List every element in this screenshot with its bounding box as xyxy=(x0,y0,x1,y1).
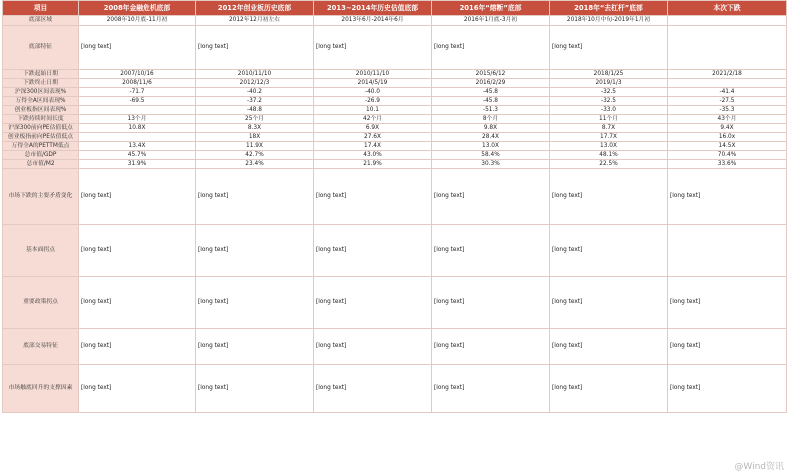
table-cell: 6.9X xyxy=(314,124,432,133)
table-cell xyxy=(668,79,787,88)
bottom-comparison-table xyxy=(2,0,787,413)
table-cell: [long text] xyxy=(314,365,432,413)
table-cell: [long text] xyxy=(196,329,314,365)
table-cell: [long text] xyxy=(432,329,550,365)
table-cell: 13.0X xyxy=(432,142,550,151)
table-row xyxy=(3,329,787,365)
table-row xyxy=(3,26,787,70)
table-cell: [long text] xyxy=(79,329,196,365)
table-row xyxy=(3,79,787,88)
table-cell: 30.3% xyxy=(432,160,550,169)
table-cell: [long text] xyxy=(432,277,550,329)
table-cell: 11.9X xyxy=(196,142,314,151)
table-cell: 17.7X xyxy=(550,133,668,142)
table-cell: -40.0 xyxy=(314,88,432,97)
row-label: 沪深300区间表现% xyxy=(3,88,79,97)
table-cell: [long text] xyxy=(314,169,432,225)
table-cell: [long text] xyxy=(314,26,432,70)
table-cell: [long text] xyxy=(432,169,550,225)
table-cell: [long text] xyxy=(196,169,314,225)
table-cell: [long text] xyxy=(314,277,432,329)
table-cell: 2015/6/12 xyxy=(432,70,550,79)
row-label: 下跌持续时间长度 xyxy=(3,115,79,124)
table-cell: 17.4X xyxy=(314,142,432,151)
table-cell: [long text] xyxy=(79,169,196,225)
row-label: 万得全A的PETTM低点 xyxy=(3,142,79,151)
table-cell: [long text] xyxy=(550,225,668,277)
table-cell: 48.1% xyxy=(550,151,668,160)
table-cell: -41.4 xyxy=(668,88,787,97)
header-cell: 本次下跌 xyxy=(668,1,787,16)
table-cell: 2016/2/29 xyxy=(432,79,550,88)
table-row xyxy=(3,365,787,413)
table-cell: 42个月 xyxy=(314,115,432,124)
table-cell: [long text] xyxy=(550,26,668,70)
table-cell: 21.9% xyxy=(314,160,432,169)
table-cell: [long text] xyxy=(79,365,196,413)
table-cell: 25个月 xyxy=(196,115,314,124)
row-label: 底部区域 xyxy=(3,16,79,26)
table-cell: [long text] xyxy=(550,277,668,329)
header-cell: 2008年金融危机底部 xyxy=(79,1,196,16)
table-cell: 13.4X xyxy=(79,142,196,151)
table-cell: 16.0x xyxy=(668,133,787,142)
table-row xyxy=(3,169,787,225)
table-cell xyxy=(668,225,787,277)
table-row xyxy=(3,88,787,97)
table-cell: 2008/11/6 xyxy=(79,79,196,88)
header-cell: 2018年“去杠杆”底部 xyxy=(550,1,668,16)
row-label: 下跌起始日期 xyxy=(3,70,79,79)
row-label: 总市值/GDP xyxy=(3,151,79,160)
row-label: 底部特征 xyxy=(3,26,79,70)
table-row xyxy=(3,97,787,106)
table-row xyxy=(3,277,787,329)
table-row xyxy=(3,225,787,277)
table-cell: -26.9 xyxy=(314,97,432,106)
table-cell: [long text] xyxy=(432,225,550,277)
table-cell: 58.4% xyxy=(432,151,550,160)
table-row xyxy=(3,16,787,26)
table-cell: 43个月 xyxy=(668,115,787,124)
table-cell: 13个月 xyxy=(79,115,196,124)
table-cell: 2012/12/3 xyxy=(196,79,314,88)
table-cell: [long text] xyxy=(550,329,668,365)
header-row xyxy=(3,1,787,16)
table-cell: [long text] xyxy=(196,26,314,70)
table-cell: 42.7% xyxy=(196,151,314,160)
table-cell: 2014/5/19 xyxy=(314,79,432,88)
table-cell: 27.6X xyxy=(314,133,432,142)
table-cell: 22.5% xyxy=(550,160,668,169)
table-cell: [long text] xyxy=(668,365,787,413)
row-label: 沪深300前向PE估值低点 xyxy=(3,124,79,133)
table-cell: 2016年1月底-3月初 xyxy=(432,16,550,26)
table-cell: -32.5 xyxy=(550,88,668,97)
row-label: 底部交易特征 xyxy=(3,329,79,365)
table-cell: [long text] xyxy=(432,365,550,413)
table-row xyxy=(3,124,787,133)
table-cell: -33.0 xyxy=(550,106,668,115)
table-cell: 9.4X xyxy=(668,124,787,133)
table-cell: 2019/1/3 xyxy=(550,79,668,88)
table-cell: 43.0% xyxy=(314,151,432,160)
row-label: 重要政策拐点 xyxy=(3,277,79,329)
table-cell: 2012年12月初左右 xyxy=(196,16,314,26)
table-row xyxy=(3,151,787,160)
table-cell: [long text] xyxy=(432,26,550,70)
header-cell: 2013~2014年历史估值底部 xyxy=(314,1,432,16)
table-cell: 18X xyxy=(196,133,314,142)
table-cell: -51.3 xyxy=(432,106,550,115)
row-label: 创业板指区间表现% xyxy=(3,106,79,115)
table-row xyxy=(3,160,787,169)
table-cell: 2010/11/10 xyxy=(314,70,432,79)
table-cell: 13.0X xyxy=(550,142,668,151)
table-cell: 31.9% xyxy=(79,160,196,169)
table-cell xyxy=(668,26,787,70)
table-cell xyxy=(79,133,196,142)
table-cell: [long text] xyxy=(79,277,196,329)
table-cell: 45.7% xyxy=(79,151,196,160)
table-cell: 14.5X xyxy=(668,142,787,151)
row-label: 下跌终止日期 xyxy=(3,79,79,88)
table-cell: [long text] xyxy=(550,169,668,225)
table-cell: [long text] xyxy=(668,329,787,365)
row-label: 基本面拐点 xyxy=(3,225,79,277)
table-cell: 8.7X xyxy=(550,124,668,133)
table-cell: [long text] xyxy=(79,26,196,70)
table-cell: 2018/1/25 xyxy=(550,70,668,79)
table-cell: -48.8 xyxy=(196,106,314,115)
header-cell: 2012年创业板历史底部 xyxy=(196,1,314,16)
table-cell: -35.3 xyxy=(668,106,787,115)
row-label: 创业板指前向PE估值低点 xyxy=(3,133,79,142)
table-cell: [long text] xyxy=(196,365,314,413)
table-cell: [long text] xyxy=(314,225,432,277)
table-cell: [long text] xyxy=(314,329,432,365)
table-cell: 8.3X xyxy=(196,124,314,133)
table-row xyxy=(3,106,787,115)
table-cell: 9.8X xyxy=(432,124,550,133)
table-cell: [long text] xyxy=(668,169,787,225)
table-cell: -32.5 xyxy=(550,97,668,106)
table-row xyxy=(3,115,787,124)
table-cell: 10.8X xyxy=(79,124,196,133)
table-cell: -45.8 xyxy=(432,97,550,106)
table-cell: 23.4% xyxy=(196,160,314,169)
table-cell xyxy=(668,16,787,26)
row-label: 万得全A区间表现% xyxy=(3,97,79,106)
row-label: 市场触底回升的支撑因素 xyxy=(3,365,79,413)
table-cell xyxy=(79,106,196,115)
table-cell: 2010/11/10 xyxy=(196,70,314,79)
table-cell: 2018年10月中旬-2019年1月初 xyxy=(550,16,668,26)
watermark: @Wind资讯 xyxy=(734,462,784,472)
table-cell: -69.5 xyxy=(79,97,196,106)
table-row xyxy=(3,142,787,151)
table-cell: [long text] xyxy=(196,225,314,277)
table-cell: 70.4% xyxy=(668,151,787,160)
table-row xyxy=(3,133,787,142)
table-cell: 10.1 xyxy=(314,106,432,115)
header-cell: 项目 xyxy=(3,1,79,16)
table-cell: 11个月 xyxy=(550,115,668,124)
table-cell: 2013年6月-2014年6月 xyxy=(314,16,432,26)
row-label: 市场下跌的主要矛盾变化 xyxy=(3,169,79,225)
table-cell: -40.2 xyxy=(196,88,314,97)
table-cell: 2008年10月底-11月初 xyxy=(79,16,196,26)
table-cell: [long text] xyxy=(196,277,314,329)
header-cell: 2016年“熔断”底部 xyxy=(432,1,550,16)
table-row xyxy=(3,70,787,79)
row-label: 总市值/M2 xyxy=(3,160,79,169)
table-cell: -71.7 xyxy=(79,88,196,97)
table-cell: -45.8 xyxy=(432,88,550,97)
table-cell: 8个月 xyxy=(432,115,550,124)
table-cell: 2007/10/16 xyxy=(79,70,196,79)
table-cell: [long text] xyxy=(668,277,787,329)
table-cell: -37.2 xyxy=(196,97,314,106)
table-cell: 2021/2/18 xyxy=(668,70,787,79)
table-cell: -27.5 xyxy=(668,97,787,106)
table-cell: [long text] xyxy=(550,365,668,413)
table-cell: [long text] xyxy=(79,225,196,277)
table-cell: 28.4X xyxy=(432,133,550,142)
table-cell: 33.6% xyxy=(668,160,787,169)
